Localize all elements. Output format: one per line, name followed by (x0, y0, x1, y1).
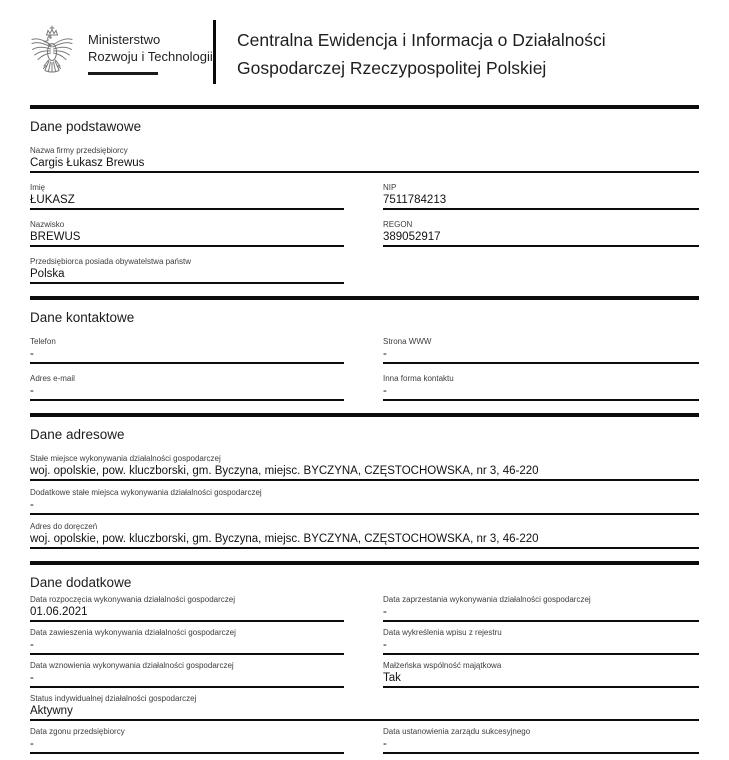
field-row (30, 661, 699, 694)
section-heading: Dane podstawowe (30, 119, 142, 134)
field-label: Przedsiębiorca posiada obywatelstwa państw (30, 257, 191, 266)
section-divider (30, 296, 699, 300)
field-value: woj. opolskie, pow. kluczborski, gm. Byczyna, miejsc. BYCZYNA, CZĘSTOCHOWSKA, nr 3, 46-220 (30, 533, 699, 549)
polish-eagle-icon (30, 24, 74, 82)
section-divider (30, 561, 699, 565)
section-heading: Dane kontaktowe (30, 310, 135, 325)
field-row (30, 727, 699, 760)
field-label: Nazwisko (30, 220, 65, 229)
field-website (383, 337, 699, 364)
ministry-underline (88, 72, 158, 75)
field-row (30, 628, 699, 661)
section-basic-data (30, 119, 699, 296)
field-label: Data wykreślenia wpisu z rejestru (383, 628, 502, 637)
field-label: Data zaprzestania wykonywania działalności gospodarczej (383, 595, 591, 604)
field-value: - (383, 348, 699, 364)
field-delivery-address (30, 522, 699, 549)
field-label: Adres do doręczeń (30, 522, 98, 531)
field-other-contact (383, 374, 699, 401)
field-label: Data rozpoczęcia wykonywania działalności gospodarczej (30, 595, 235, 604)
ministry-name-line2: Rozwoju i Technologii (88, 49, 213, 64)
section-heading: Dane dodatkowe (30, 575, 132, 590)
field-suspension-date (30, 628, 344, 655)
document-header (0, 0, 729, 105)
page-title-line1: Centralna Ewidencja i Informacja o Działalności (237, 30, 606, 50)
field-label: NIP (383, 183, 397, 192)
field-company-name (30, 146, 699, 173)
field-row (30, 374, 699, 411)
field-label: REGON (383, 220, 413, 229)
field-value: 389052917 (383, 231, 699, 247)
field-value: - (30, 738, 344, 754)
field-additional-places (30, 488, 699, 515)
field-value: - (30, 348, 344, 364)
page-title (237, 26, 606, 82)
field-succession-date (383, 727, 699, 754)
field-label: Data zgonu przedsiębiorcy (30, 727, 125, 736)
field-label: Stałe miejsce wykonywania działalności gospodarczej (30, 454, 221, 463)
field-nip (383, 183, 699, 210)
field-value: - (30, 385, 344, 401)
field-label: Data ustanowienia zarządu sukcesyjnego (383, 727, 531, 736)
section-contact-data (30, 310, 699, 413)
field-marital-property (383, 661, 699, 688)
field-value: - (30, 639, 344, 655)
header-vertical-divider (213, 20, 216, 84)
field-label: Status indywidualnej działalności gospodarczej (30, 694, 197, 703)
field-value: - (383, 385, 699, 401)
field-value: Cargis Łukasz Brewus (30, 157, 699, 173)
field-label: Imię (30, 183, 46, 192)
field-value: Aktywny (30, 705, 699, 721)
field-row (30, 257, 699, 294)
field-email (30, 374, 344, 401)
field-business-start-date (30, 595, 344, 622)
field-value: woj. opolskie, pow. kluczborski, gm. Byczyna, miejsc. BYCZYNA, CZĘSTOCHOWSKA, nr 3, 46-220 (30, 465, 699, 481)
field-citizenship (30, 257, 344, 284)
field-business-cessation-date (383, 595, 699, 622)
field-label: Dodatkowe stałe miejsca wykonywania działalności gospodarczej (30, 488, 262, 497)
section-divider (30, 105, 699, 109)
field-last-name (30, 220, 344, 247)
field-business-status (30, 694, 699, 721)
field-value: Tak (383, 672, 699, 688)
field-value: - (383, 738, 699, 754)
field-row (30, 183, 699, 220)
section-additional-data (30, 575, 699, 760)
field-label: Data zawieszenia wykonywania działalności gospodarczej (30, 628, 236, 637)
field-value: - (30, 499, 699, 515)
section-address-data (30, 427, 699, 561)
field-value: 7511784213 (383, 194, 699, 210)
section-heading: Dane adresowe (30, 427, 125, 442)
field-label: Telefon (30, 337, 56, 346)
field-label: Data wznowienia wykonywania działalności gospodarczej (30, 661, 234, 670)
field-first-name (30, 183, 344, 210)
field-regon (383, 220, 699, 247)
field-deregistration-date (383, 628, 699, 655)
page-title-line2: Gospodarczej Rzeczypospolitej Polskiej (237, 58, 547, 78)
field-value: BREWUS (30, 231, 344, 247)
ministry-name-line1: Ministerstwo (88, 32, 161, 47)
ministry-name (88, 31, 213, 75)
field-value: 01.06.2021 (30, 606, 344, 622)
field-value: - (383, 606, 699, 622)
field-label: Nazwa firmy przedsiębiorcy (30, 146, 128, 155)
field-label: Małżeńska wspólność majątkowa (383, 661, 502, 670)
field-row (30, 220, 699, 257)
field-phone (30, 337, 344, 364)
field-value: - (383, 639, 699, 655)
field-value: ŁUKASZ (30, 194, 344, 210)
field-death-date (30, 727, 344, 754)
field-label: Adres e-mail (30, 374, 75, 383)
section-divider (30, 413, 699, 417)
field-label: Inna forma kontaktu (383, 374, 454, 383)
field-row (30, 337, 699, 374)
field-label: Strona WWW (383, 337, 432, 346)
field-main-place-of-business (30, 454, 699, 481)
document-body (30, 105, 699, 760)
field-row (30, 595, 699, 628)
field-value: Polska (30, 268, 344, 284)
field-value: - (30, 672, 344, 688)
field-resumption-date (30, 661, 344, 688)
